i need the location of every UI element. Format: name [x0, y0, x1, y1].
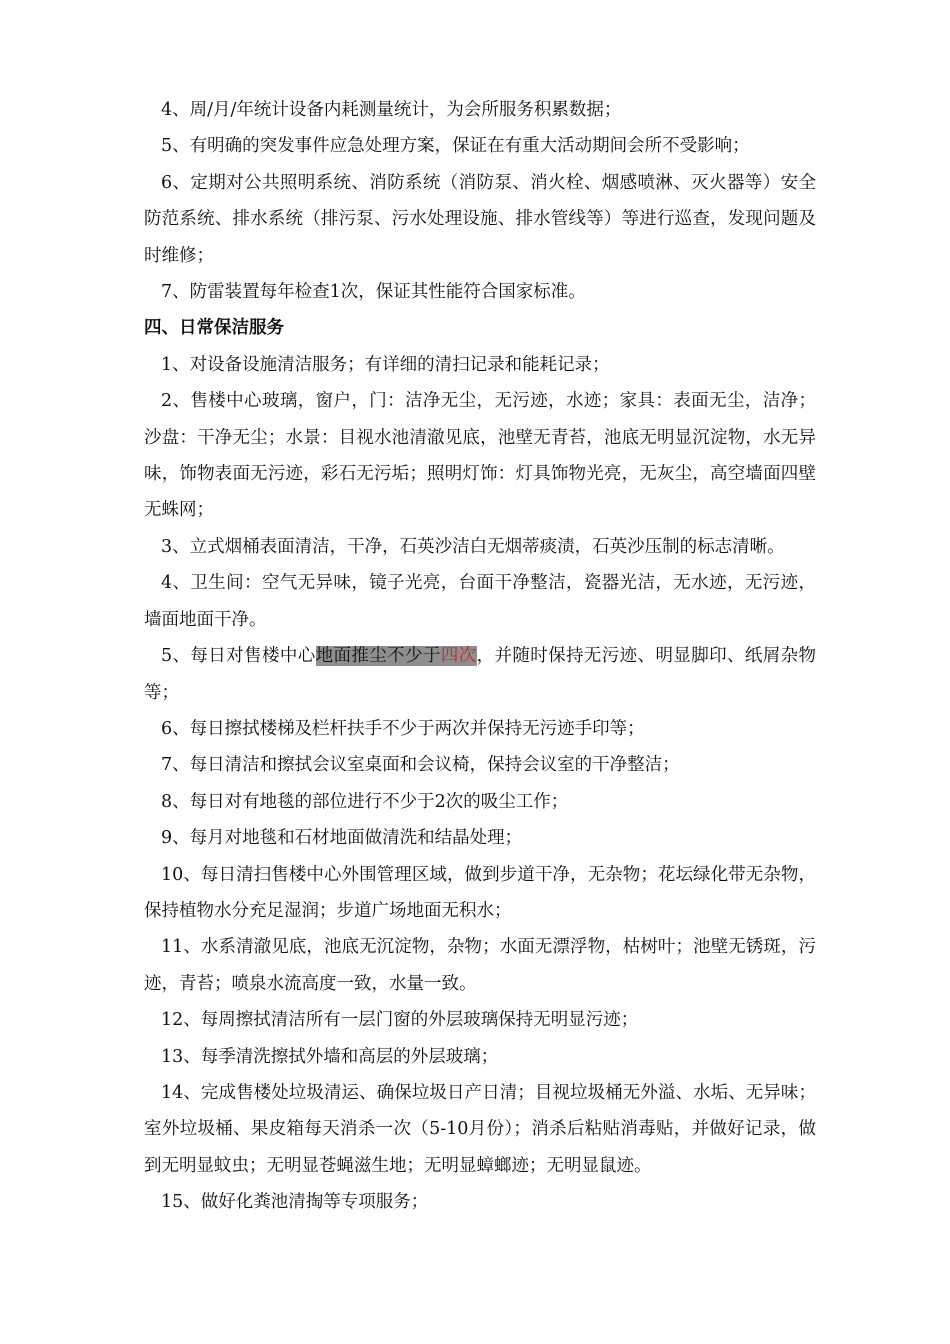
list-item: 7、防雷装置每年检查1次，保证其性能符合国家标准。: [161, 282, 586, 303]
item5-before: 5、每日对售楼中心: [161, 646, 316, 667]
list-item: 7、每日清洁和擦拭会议室桌面和会议椅，保持会议室的干净整洁；: [161, 755, 680, 776]
highlight-text: 地面推尘不少于: [315, 646, 441, 667]
list-item-5: [144, 638, 816, 711]
list-item: 12、每周擦拭清洁所有一层门窗的外层玻璃保持无明显污迹；: [161, 1010, 639, 1031]
list-item: 3、立式烟桶表面清洁，干净，石英沙洁白无烟蒂痰渍，石英沙压制的标志清晰。: [161, 536, 785, 557]
list-item: 2、售楼中心玻璃，窗户，门：洁净无尘，无污迹，水迹；家具：表面无尘，洁净；沙盘：干净无尘；水景：目视水池清澈见底，池壁无青苔，池底无明显沉淀物，水无异味，饰物表面无污迹，彩石无污垢；照明灯饰：灯具饰物光亮，无灰尘，高空墙面四壁无蛛网；: [144, 391, 816, 521]
list-item: 4、周/月/年统计设备内耗测量统计，为会所服务积累数据；: [161, 100, 622, 120]
list-item: 6、每日擦拭楼梯及栏杆扶手不少于两次并保持无污迹手印等；: [161, 718, 645, 739]
list-item: 11、水系清澈见底，池底无沉淀物，杂物；水面无漂浮物，枯树叶；池壁无锈斑，污迹，青苔；喷泉水流高度一致，水量一致。: [144, 937, 816, 994]
document-page: [144, 92, 816, 1221]
list-item: 9、每月对地毯和石材地面做清洗和结晶处理；: [161, 828, 523, 849]
list-item: 8、每日对有地毯的部位进行不少于2次的吸尘工作；: [161, 791, 569, 812]
highlight-red-text: 四次: [440, 646, 477, 667]
highlighted-text: [316, 646, 477, 666]
list-item: 15、做好化粪池清掏等专项服务；: [161, 1192, 429, 1213]
list-item: 13、每季清洗擦拭外墙和高层的外层玻璃；: [161, 1046, 499, 1067]
list-item: 5、有明确的突发事件应急处理方案，保证在有重大活动期间会所不受影响；: [161, 136, 750, 157]
list-item: 10、每日清扫售楼中心外围管理区域，做到步道干净，无杂物；花坛绿化带无杂物，保持植物水分充足湿润；步道广场地面无积水；: [144, 864, 816, 921]
list-item: 6、定期对公共照明系统、消防系统（消防泵、消火栓、烟感喷淋、灭火器等）安全防范系统、排水系统（排污泵、污水处理设施、排水管线等）等进行巡查，发现问题及时维修；: [144, 172, 816, 266]
list-item: 1、对设备设施清洁服务；有详细的清扫记录和能耗记录；: [161, 354, 610, 375]
list-item: 4、卫生间：空气无异味，镜子光亮，台面干净整洁，瓷器光洁，无水迹，无污迹，墙面地面干净。: [144, 573, 816, 630]
item5-after: ，并随时保持无污迹、明显脚印、纸屑杂物等；: [144, 646, 817, 703]
list-item: 14、完成售楼处垃圾清运、确保垃圾日产日清；目视垃圾桶无外溢、水垢、无异味；室外垃圾桶、果皮箱每天消杀一次（5-10月份）；消杀后粘贴消毒贴，并做好记录，做到无明显蚊虫；无明显苍蝇滋生地；无明显蟑螂迹；无明显鼠迹。: [144, 1082, 816, 1176]
section-heading: 四、日常保洁服务: [144, 318, 284, 339]
